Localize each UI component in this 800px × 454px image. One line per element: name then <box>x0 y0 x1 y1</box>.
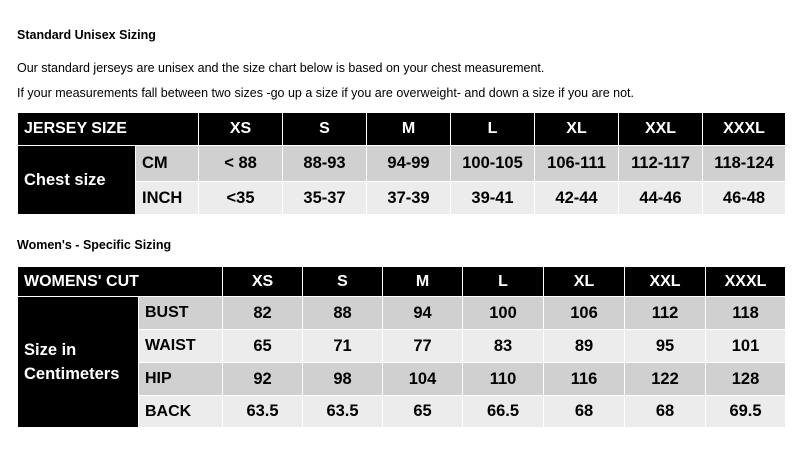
table-cell: 106-111 <box>535 146 619 182</box>
table-cell: 128 <box>706 363 786 396</box>
unisex-description-line2: If your measurements fall between two sizes -go up a size if you are overweight- and down a size if you are not. <box>17 86 634 100</box>
table-cell: <35 <box>199 182 283 215</box>
table-cell: 83 <box>463 330 544 363</box>
size-header-m: M <box>367 113 451 146</box>
row-label-waist: WAIST <box>139 330 223 363</box>
womens-header-row <box>18 267 786 297</box>
table-cell: 112-117 <box>619 146 703 182</box>
size-header-s: S <box>283 113 367 146</box>
size-in-centimeters-label <box>18 297 139 428</box>
table-cell: 68 <box>625 396 706 428</box>
size-header-xl: XL <box>544 267 625 297</box>
jersey-size-header: JERSEY SIZE <box>18 113 199 146</box>
table-cell: 94 <box>383 297 463 330</box>
table-row <box>18 146 786 182</box>
size-header-s: S <box>303 267 383 297</box>
table-cell: 106 <box>544 297 625 330</box>
table-cell: 63.5 <box>303 396 383 428</box>
row-label-inch: INCH <box>136 182 199 215</box>
table-cell: 116 <box>544 363 625 396</box>
table-cell: 95 <box>625 330 706 363</box>
table-cell: 88-93 <box>283 146 367 182</box>
table-cell: 110 <box>463 363 544 396</box>
table-cell: 77 <box>383 330 463 363</box>
size-header-m: M <box>383 267 463 297</box>
table-cell: 68 <box>544 396 625 428</box>
size-header-l: L <box>451 113 535 146</box>
table-cell: 104 <box>383 363 463 396</box>
row-label-cm: CM <box>136 146 199 182</box>
size-header-xs: XS <box>199 113 283 146</box>
size-header-xl: XL <box>535 113 619 146</box>
size-header-xs: XS <box>223 267 303 297</box>
table-cell: 94-99 <box>367 146 451 182</box>
womens-size-table <box>17 266 786 428</box>
table-cell: 65 <box>223 330 303 363</box>
size-header-xxxl: XXXL <box>703 113 786 146</box>
table-cell: 46-48 <box>703 182 786 215</box>
unisex-heading: Standard Unisex Sizing <box>17 28 156 42</box>
table-cell: 71 <box>303 330 383 363</box>
table-cell: 44-46 <box>619 182 703 215</box>
table-cell: 112 <box>625 297 706 330</box>
table-cell: 92 <box>223 363 303 396</box>
womens-heading: Women's - Specific Sizing <box>17 238 172 252</box>
row-label-bust: BUST <box>139 297 223 330</box>
row-label-hip: HIP <box>139 363 223 396</box>
table-cell: 89 <box>544 330 625 363</box>
unisex-header-row <box>18 113 786 146</box>
table-cell: 69.5 <box>706 396 786 428</box>
table-cell: 35-37 <box>283 182 367 215</box>
size-header-xxl: XXL <box>619 113 703 146</box>
table-cell: 63.5 <box>223 396 303 428</box>
chest-size-label: Chest size <box>18 146 136 215</box>
size-in-label-line1: Size in <box>24 341 77 359</box>
table-cell: 100 <box>463 297 544 330</box>
row-label-back: BACK <box>139 396 223 428</box>
table-cell: 98 <box>303 363 383 396</box>
table-cell: 122 <box>625 363 706 396</box>
size-header-l: L <box>463 267 544 297</box>
table-cell: 101 <box>706 330 786 363</box>
table-cell: < 88 <box>199 146 283 182</box>
size-header-xxl: XXL <box>625 267 706 297</box>
table-cell: 39-41 <box>451 182 535 215</box>
table-cell: 42-44 <box>535 182 619 215</box>
table-cell: 66.5 <box>463 396 544 428</box>
unisex-size-table <box>17 112 786 215</box>
table-cell: 88 <box>303 297 383 330</box>
table-cell: 37-39 <box>367 182 451 215</box>
table-cell: 118 <box>706 297 786 330</box>
table-cell: 100-105 <box>451 146 535 182</box>
womens-cut-header: WOMENS' CUT <box>18 267 223 297</box>
table-row <box>18 297 786 330</box>
unisex-description-line1: Our standard jerseys are unisex and the size chart below is based on your chest measurement. <box>17 61 545 75</box>
size-header-xxxl: XXXL <box>706 267 786 297</box>
table-cell: 65 <box>383 396 463 428</box>
table-cell: 118-124 <box>703 146 786 182</box>
size-in-label-line2: Centimeters <box>24 365 120 383</box>
table-cell: 82 <box>223 297 303 330</box>
